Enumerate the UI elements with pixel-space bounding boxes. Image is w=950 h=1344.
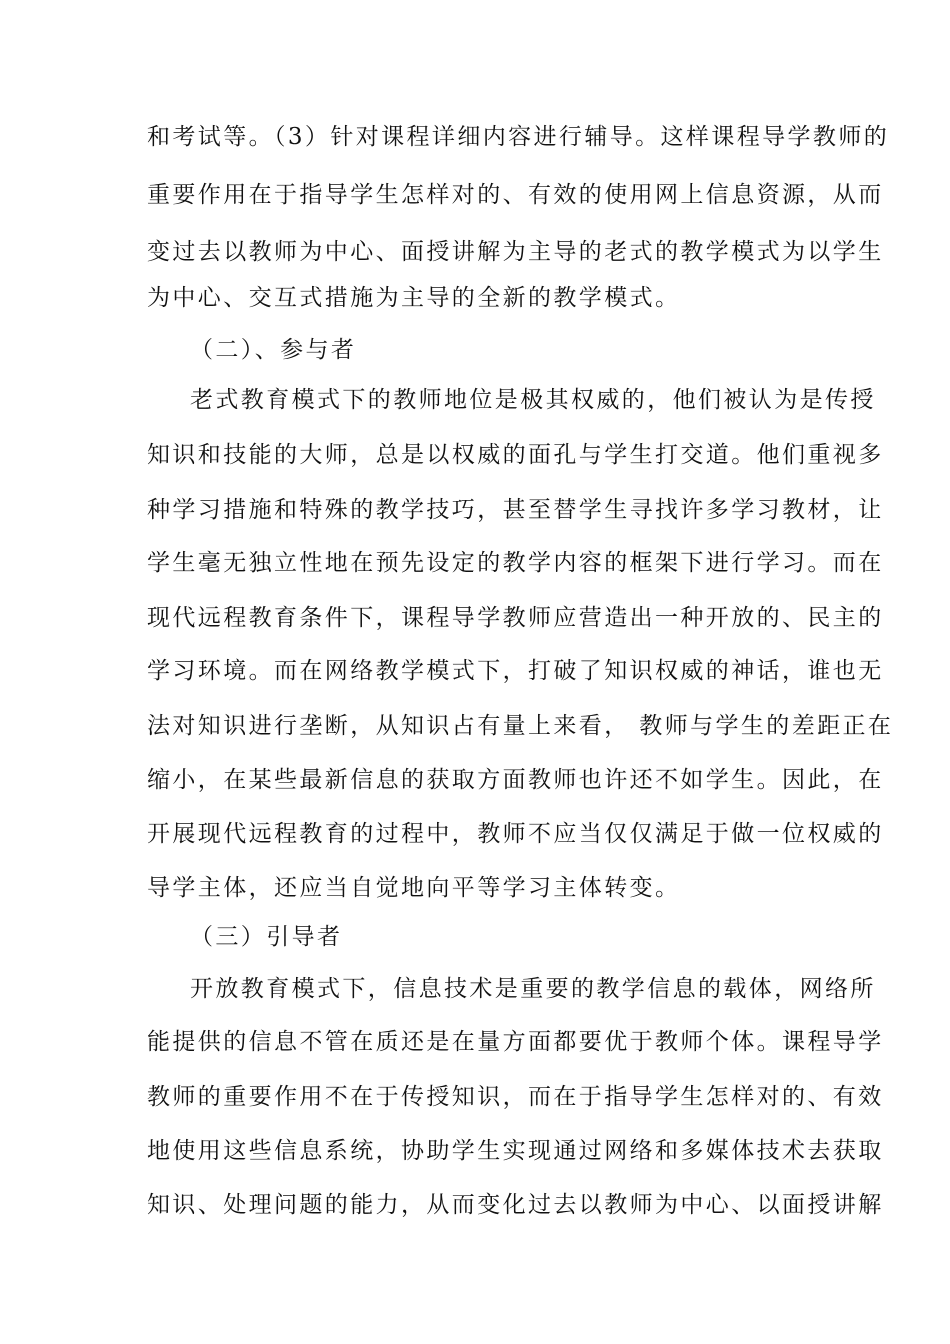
paragraph-line: 开放教育模式下，信息技术是重要的教学信息的载体，网络所 — [190, 976, 876, 1002]
paragraph-line: 地使用这些信息系统，协助学生实现通过网络和多媒体技术去获取 — [147, 1138, 884, 1164]
paragraph-line: 教师的重要作用不在于传授知识，而在于指导学生怎样对的、有效 — [147, 1084, 884, 1110]
paragraph-line: 知识和技能的大师，总是以权威的面孔与学生打交道。他们重视多 — [147, 442, 884, 468]
paragraph-line: 变过去以教师为中心、面授讲解为主导的老式的教学模式为以学生 — [147, 239, 884, 265]
paragraph-line: 能提供的信息不管在质还是在量方面都要优于教师个体。课程导学 — [147, 1029, 884, 1055]
paragraph-line: 现代远程教育条件下，课程导学教师应营造出一种开放的、民主的 — [147, 605, 884, 631]
paragraph-line: 老式教育模式下的教师地位是极其权威的，他们被认为是传授 — [190, 387, 876, 413]
paragraph-line: 和考试等。（3）针对课程详细内容进行辅导。这样课程导学教师的 — [147, 124, 890, 150]
paragraph-line: 种学习措施和特殊的教学技巧，甚至替学生寻找许多学习教材，让 — [147, 497, 884, 523]
paragraph-line: 为中心、交互式措施为主导的全新的教学模式。 — [147, 285, 681, 311]
paragraph-line: 学生毫无独立性地在预先设定的教学内容的框架下进行学习。而在 — [147, 550, 884, 576]
section-heading: （三）引导者 — [190, 924, 343, 950]
paragraph-line: 学习环境。而在网络教学模式下，打破了知识权威的神话，谁也无 — [147, 658, 884, 684]
paragraph-line: 缩小，在某些最新信息的获取方面教师也许还不如学生。因此，在 — [147, 767, 884, 793]
paragraph-line: 重要作用在于指导学生怎样对的、有效的使用网上信息资源，从而 — [147, 182, 884, 208]
paragraph-line: 开展现代远程教育的过程中，教师不应当仅仅满足于做一位权威的 — [147, 821, 884, 847]
paragraph-line: 知识、处理问题的能力，从而变化过去以教师为中心、以面授讲解 — [147, 1192, 884, 1218]
section-heading: （二）、参与者 — [190, 337, 357, 363]
paragraph-line: 导学主体，还应当自觉地向平等学习主体转变。 — [147, 875, 681, 901]
paragraph-line: 法对知识进行垄断，从知识占有量上来看， 教师与学生的差距正在 — [147, 713, 894, 739]
